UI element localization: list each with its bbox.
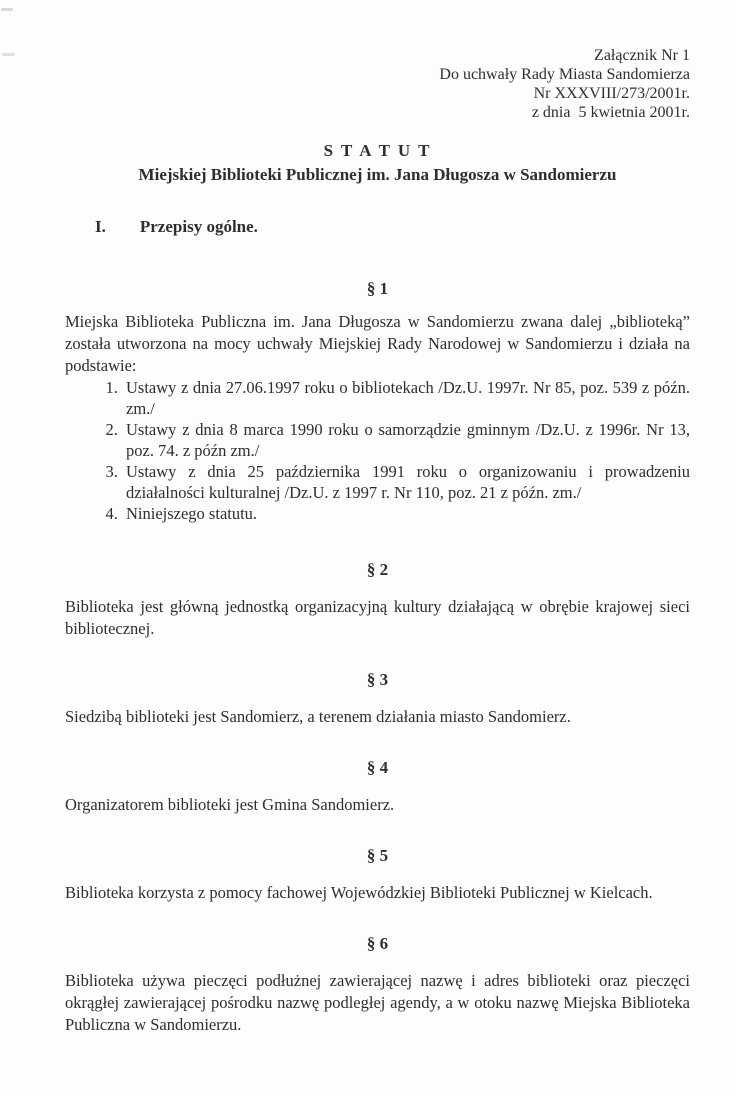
resolution-number: Nr XXXVIII/273/2001r. [533, 85, 690, 102]
section-5-paragraph: Biblioteka korzysta z pomocy fachowej Wojewódzkiej Biblioteki Publicznej w Kielcach. [65, 883, 653, 902]
list-item: 3. Ustawy z dnia 25 października 1991 roku o organizowaniu i prowadzeniu działalności kulturalnej /Dz.U. z 1997 r. Nr 110, poz. 21 z późn. zm./ [122, 461, 690, 503]
list-item: 2. Ustawy z dnia 8 marca 1990 roku o samorządzie gminnym /Dz.U. z 1996r. Nr 13, poz. 74. z późn zm./ [122, 419, 690, 461]
chapter-numeral: I. [95, 217, 106, 236]
resolution-reference: Do uchwały Rady Miasta Sandomierza [439, 66, 690, 83]
resolution-date: z dnia 5 kwietnia 2001r. [531, 104, 690, 121]
section-4-paragraph: Organizatorem biblioteki jest Gmina Sandomierz. [65, 795, 395, 814]
chapter-label: Przepisy ogólne. [139, 217, 258, 236]
section-4-marker: § 4 [366, 758, 389, 777]
section-3-marker: § 3 [366, 670, 389, 689]
document-header [65, 46, 690, 122]
document-subtitle: Miejskiej Biblioteki Publicznej im. Jana Długosza w Sandomierzu [138, 165, 617, 184]
section-3-paragraph: Siedzibą biblioteki jest Sandomierz, a terenem działania miasto Sandomierz. [65, 707, 571, 726]
section-6-paragraph: Biblioteka używa pieczęci podłużnej zawierającej nazwę i adres biblioteki oraz pieczęci okrągłej zawierającej pośrodku nazwę podległej agendy, a w otoku nazwę Miejska Biblioteka Publiczna w Sandomierzu. [65, 971, 690, 1034]
list-item: 4. Niniejszego statutu. [122, 503, 690, 524]
chapter-heading [65, 217, 690, 237]
scan-artifact [1, 8, 13, 11]
document-title-block [65, 141, 690, 185]
list-item: 1. Ustawy z dnia 27.06.1997 roku o bibliotekach /Dz.U. 1997r. Nr 85, poz. 539 z późn. zm./ [122, 377, 690, 419]
section-1-marker: § 1 [366, 279, 389, 298]
section-2-paragraph: Biblioteka jest główną jednostką organizacyjną kultury działającą w obrębie krajowej sieci bibliotecznej. [65, 597, 690, 638]
section-5-marker: § 5 [366, 846, 389, 865]
section-6-marker: § 6 [366, 934, 389, 953]
scan-artifact [2, 53, 15, 56]
section-1-legal-basis-list [65, 377, 690, 524]
section-2-marker: § 2 [366, 560, 389, 579]
document-title: S T A T U T [323, 141, 432, 160]
section-1-paragraph: Miejska Biblioteka Publiczna im. Jana Długosza w Sandomierzu zwana dalej „biblioteką” została utworzona na mocy uchwały Miejskiej Rady Narodowej w Sandomierzu i działa na podstawie: [65, 312, 690, 375]
attachment-number: Załącznik Nr 1 [594, 47, 690, 64]
